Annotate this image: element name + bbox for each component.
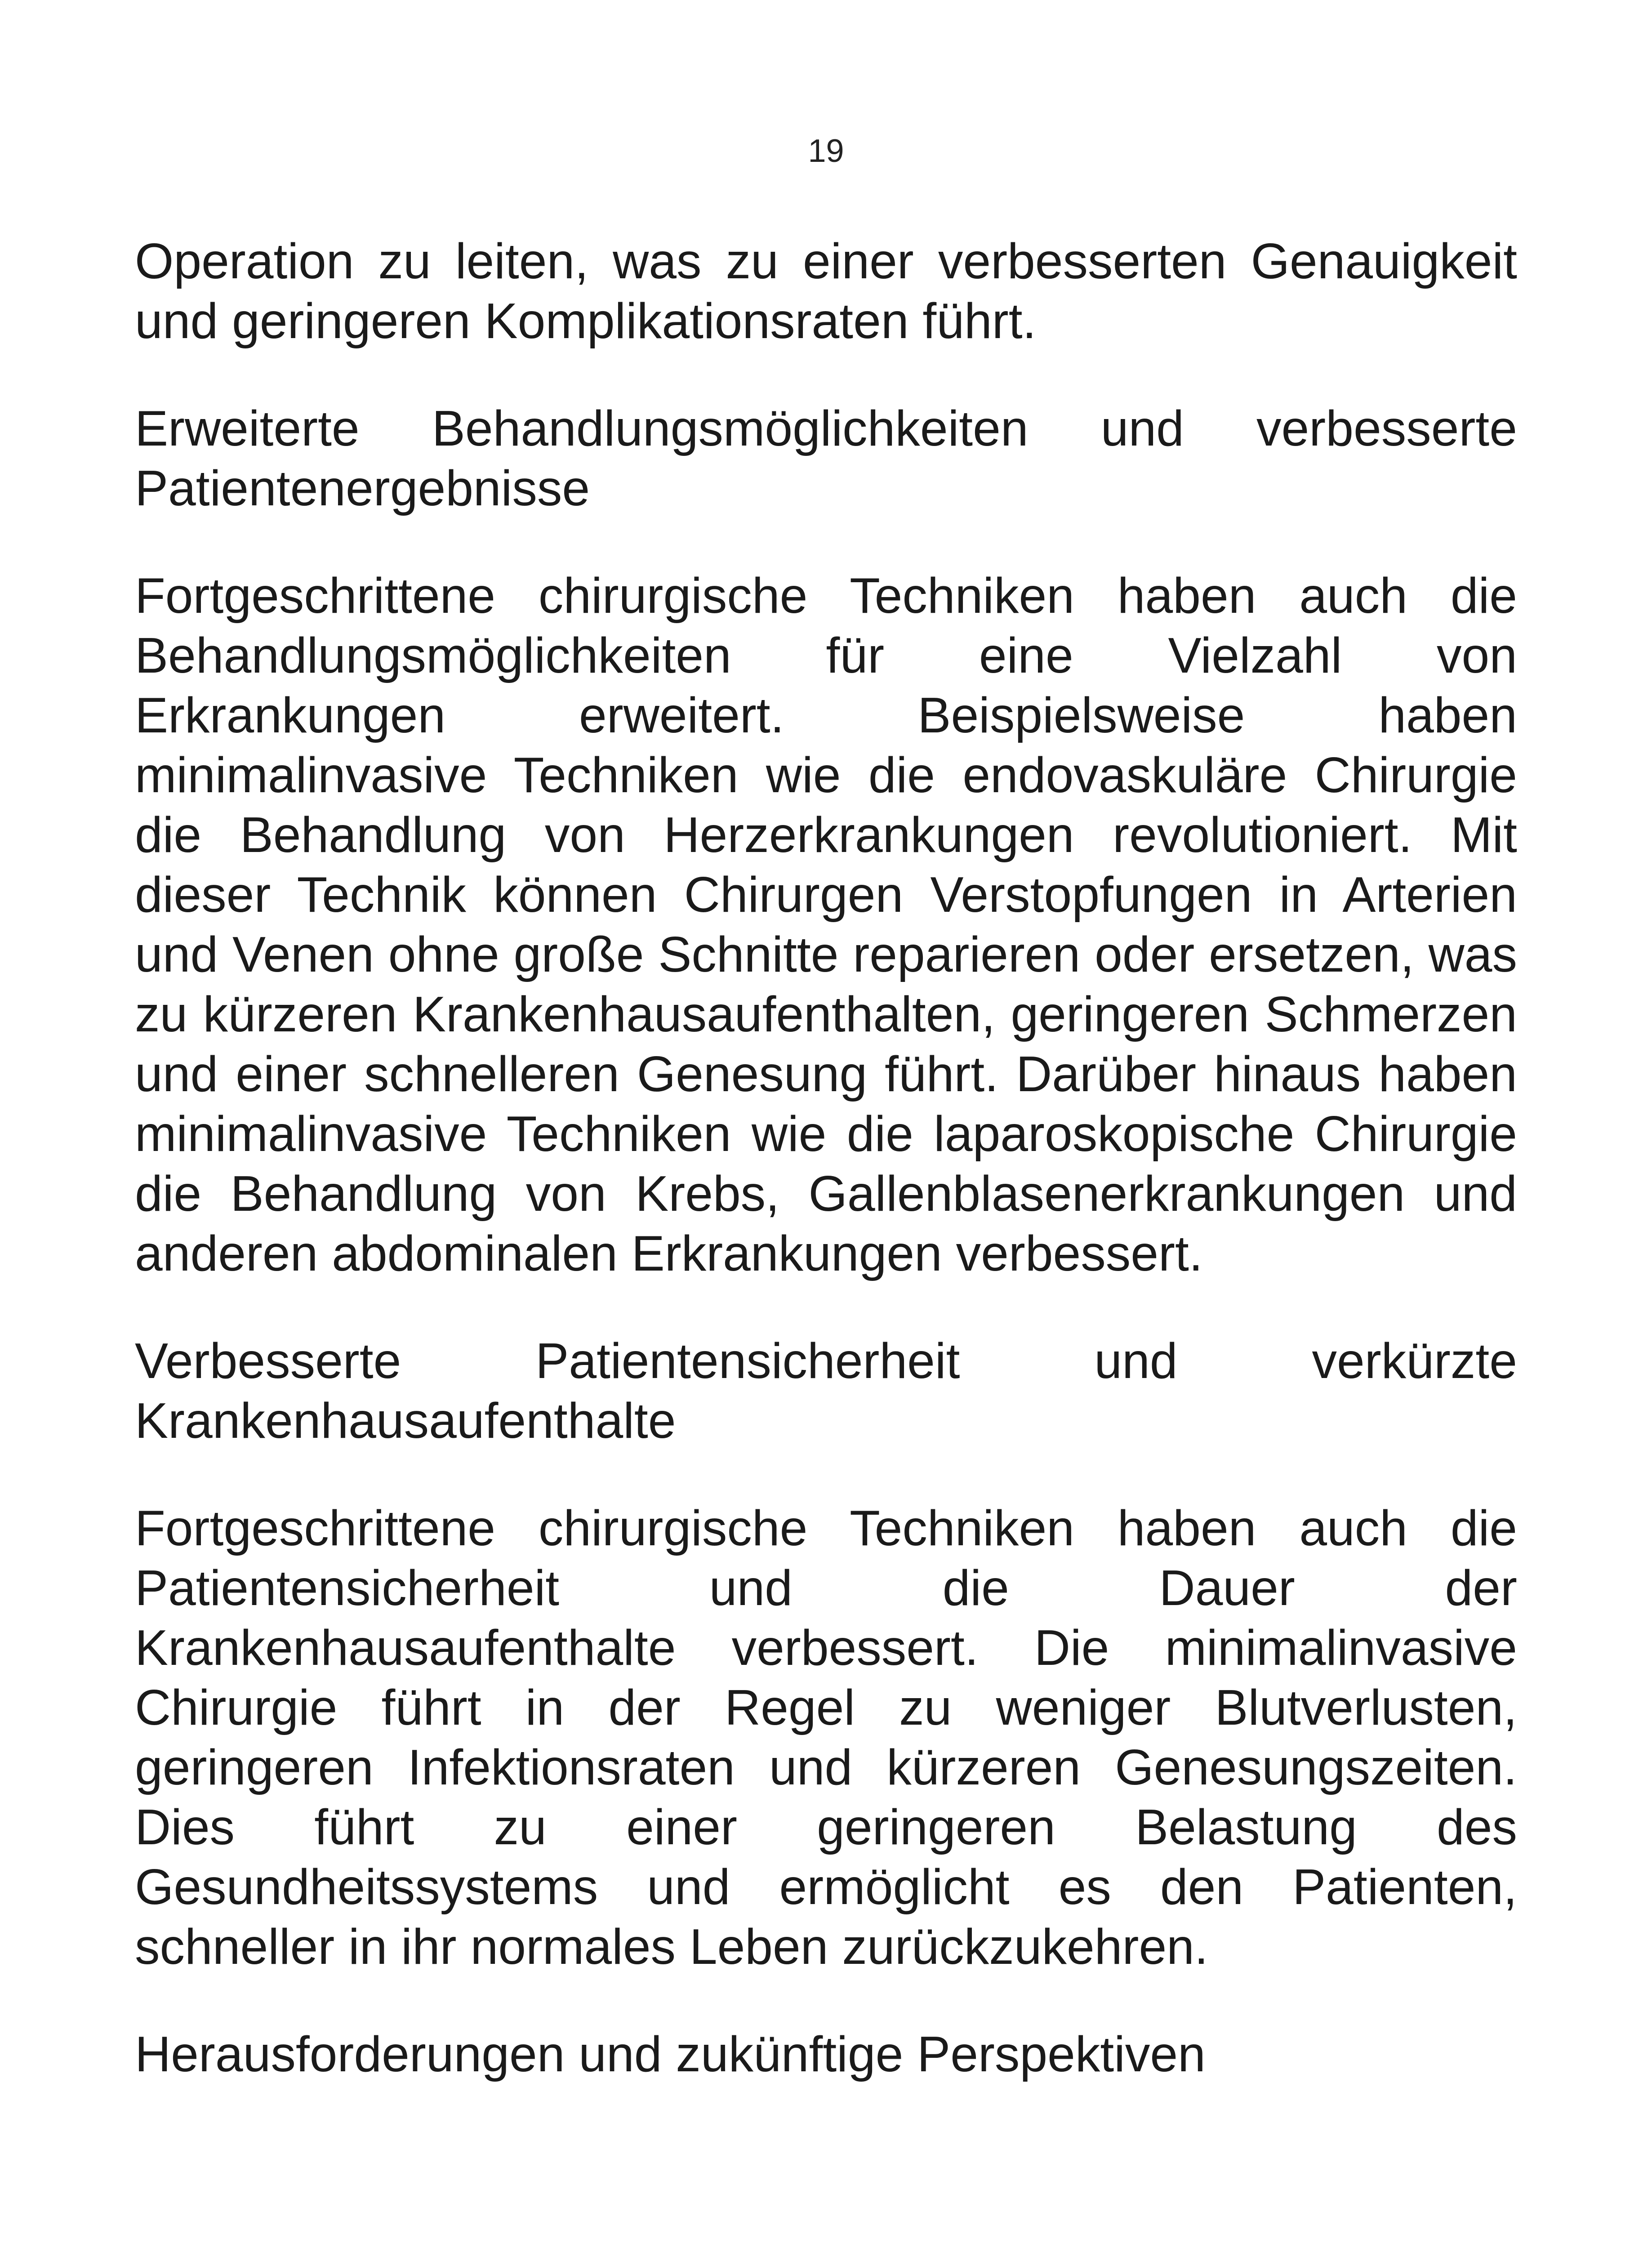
page-number: 19 [808, 133, 844, 169]
paragraph-treatment-options: Fortgeschrittene chirurgische Techniken haben auch die Behandlungsmöglichkeiten für eine Vielzahl von Erkrankungen erweitert. Beispielsweise haben minimalinvasive Techniken wie die endovaskuläre Chirurgie die Behandlung von Herzerkrankungen revolutioniert. Mit dieser Technik können Chirurgen Verstopfungen in Arterien und Venen ohne große Schnitte reparieren oder ersetzen, was zu kürzeren Krankenhausaufenthalten, geringeren Schmerzen und einer schnelleren Genesung führt. Darüber hinaus haben minimalinvasive Techniken wie die laparoskopische Chirurgie die Behandlung von Krebs, Gallenblasenerkrankungen und anderen abdominalen Erkrankungen verbessert. [135, 568, 1517, 1281]
paragraph-continuation: Operation zu leiten, was zu einer verbesserten Genauigkeit und geringeren Komplikationsraten führt. [135, 233, 1517, 349]
section-heading-treatment-options: Erweiterte Behandlungsmöglichkeiten und verbesserte Patientenergebnisse [135, 401, 1517, 516]
section-heading-challenges: Herausforderungen und zukünftige Perspektiven [135, 2026, 1206, 2082]
paragraph-patient-safety: Fortgeschrittene chirurgische Techniken haben auch die Patientensicherheit und die Dauer der Krankenhausaufenthalte verbessert. Die minimalinvasive Chirurgie führt in der Regel zu weniger Blutverlusten, geringeren Infektionsraten und kürzeren Genesungszeiten. Dies führt zu einer geringeren Belastung des Gesundheitssystems und ermöglicht es den Patienten, schneller in ihr normales Leben zurückzukehren. [135, 1500, 1517, 1975]
section-heading-patient-safety: Verbesserte Patientensicherheit und verkürzte Krankenhausaufenthalte [135, 1333, 1517, 1449]
page-body [135, 232, 1517, 2132]
